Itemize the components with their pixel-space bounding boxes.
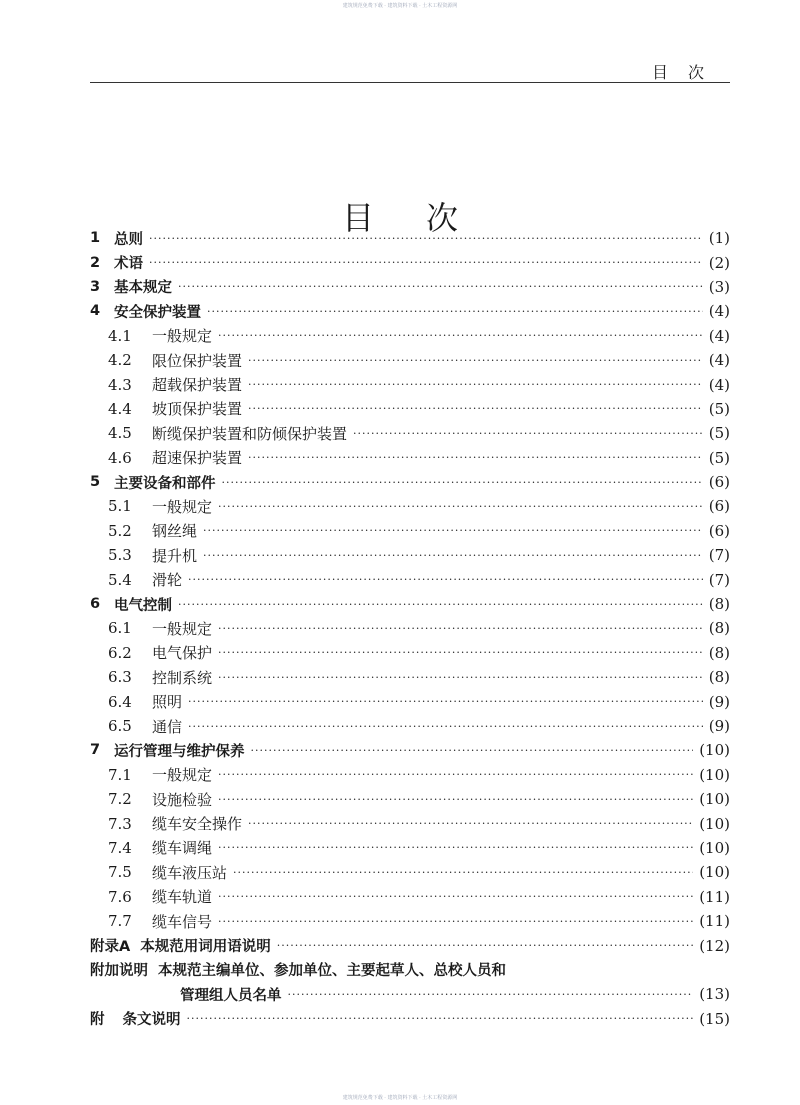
toc-entry[interactable] [90,616,730,640]
dot-leader [203,524,703,537]
toc-entry[interactable] [90,397,730,421]
dot-leader [188,720,703,733]
toc-title: 提升机 [152,546,198,565]
toc-number: 7.2 [108,790,132,809]
toc-number: 6.2 [108,643,132,662]
toc-title: 滑轮 [152,571,183,590]
toc-page: (4) [708,351,730,370]
toc-number: 5.1 [108,497,132,516]
toc-page: (5) [708,448,730,467]
toc-entry[interactable] [90,763,730,787]
toc-entry[interactable] [90,226,730,250]
dot-leader [218,622,703,635]
toc-entry[interactable] [90,519,730,543]
toc-entry[interactable] [90,665,730,689]
toc-number: 7.1 [108,765,132,784]
dot-leader [207,305,703,318]
toc-entry[interactable] [90,324,730,348]
toc-entry[interactable] [90,860,730,884]
toc-title: 缆车轨道 [152,888,213,907]
toc-entry-attached[interactable] [90,1007,730,1031]
toc-title: 超速保护装置 [152,449,243,468]
toc-entry[interactable] [90,567,730,591]
toc-page: (4) [708,326,730,345]
toc-entry-additional-cont[interactable] [90,982,730,1006]
toc-title: 设施检验 [152,790,213,809]
toc-number: 7.3 [108,814,132,833]
toc-entry[interactable] [90,689,730,713]
toc-entry[interactable] [90,641,730,665]
toc-number: 附 [90,1012,105,1029]
dot-leader [218,915,693,928]
dot-leader [222,476,703,489]
toc-number: 1 [90,230,101,247]
toc-entry[interactable] [90,372,730,396]
toc-entry[interactable] [90,909,730,933]
toc-number: 5.4 [108,570,132,589]
toc-page: (10) [699,838,730,857]
dot-leader [288,988,694,1001]
toc-title: 断缆保护装置和防倾保护装置 [152,424,348,443]
header-rule [90,82,730,83]
toc-entry[interactable] [90,446,730,470]
toc-title: 本规范主编单位、参加单位、主要起草人、总校人员和 [158,963,506,980]
toc-title: 条文说明 [122,1012,181,1029]
toc-entry[interactable] [90,299,730,323]
toc-number: 5 [90,474,101,491]
toc-number: 6.5 [108,717,132,735]
toc-number: 7 [90,742,101,759]
dot-leader [248,378,703,391]
toc-page: (10) [699,814,730,833]
toc-title: 照明 [152,693,183,712]
toc-number: 6.1 [108,619,132,638]
toc-entry[interactable] [90,787,730,811]
toc-number: 2 [90,254,101,271]
dot-leader [233,866,693,879]
toc-number: 4.5 [108,424,132,443]
toc-entry[interactable] [90,836,730,860]
dot-leader [188,695,703,708]
toc-page: (1) [708,229,730,248]
toc-page: (11) [699,887,730,906]
toc-title: 电气保护 [152,644,213,663]
toc-entry[interactable] [90,811,730,835]
toc-title: 运行管理与维护保养 [114,743,245,760]
dot-leader [248,451,703,464]
toc-title: 一般规定 [152,497,213,516]
dot-leader [218,793,693,806]
running-head: 目次 [651,63,724,82]
dot-leader [218,329,703,342]
toc-page: (13) [699,985,730,1004]
dot-leader [248,402,703,415]
dot-leader [178,598,703,611]
toc-title: 缆车调绳 [152,839,213,858]
toc-page: (8) [708,619,730,638]
toc-entry[interactable] [90,348,730,372]
toc-page: (3) [708,277,730,296]
table-of-contents [90,226,730,1031]
toc-page: (4) [708,302,730,321]
toc-number: 4.1 [108,326,132,345]
dot-leader [149,256,703,269]
toc-title: 钢丝绳 [152,522,198,541]
toc-title: 超载保护装置 [152,376,243,395]
toc-page: (9) [708,717,730,735]
toc-number: 4.4 [108,399,132,418]
toc-number: 5.2 [108,521,132,540]
toc-title: 一般规定 [152,327,213,346]
toc-title: 主要设备和部件 [114,475,216,492]
dot-leader [251,744,694,757]
toc-page: (11) [699,912,730,931]
toc-number: 6.3 [108,668,132,687]
toc-number: 6.4 [108,692,132,711]
toc-title: 一般规定 [152,619,213,638]
toc-entry[interactable] [90,250,730,274]
toc-entry-appendix-a[interactable] [90,933,730,957]
dot-leader [248,354,703,367]
toc-page: (7) [708,570,730,589]
toc-entry-additional[interactable] [90,958,730,982]
toc-title: 坡顶保护装置 [152,400,243,419]
toc-page: (10) [699,765,730,784]
toc-title: 总则 [114,231,143,248]
toc-entry[interactable] [90,738,730,762]
dot-leader [187,1012,694,1025]
toc-page: (7) [708,546,730,565]
toc-page: (6) [708,473,730,492]
toc-number: 7.5 [108,863,132,882]
toc-page: (10) [699,741,730,760]
toc-page: (10) [699,863,730,882]
toc-number: 附录A [90,939,131,956]
toc-entry[interactable] [90,470,730,494]
page-title: 目次 [341,199,510,238]
dot-leader [218,671,703,684]
dot-leader [178,280,703,293]
toc-title: 基本规定 [114,280,172,297]
toc-title: 一般规定 [152,766,213,785]
toc-page: (8) [708,643,730,662]
toc-page: (8) [708,595,730,614]
toc-number: 4 [90,303,101,320]
toc-title: 缆车安全操作 [152,815,243,834]
toc-number: 附加说明 [90,963,148,980]
toc-title: 限位保护装置 [152,351,243,370]
toc-entry[interactable] [90,421,730,445]
toc-number: 3 [90,278,101,295]
toc-page: (8) [708,668,730,687]
watermark-bottom: 建筑规范免费下载 · 建筑资料下载 · 土木工程资源网 [342,1095,458,1101]
toc-title: 通信 [152,717,183,736]
dot-leader [218,646,703,659]
toc-title: 缆车信号 [152,912,213,931]
toc-number: 4.6 [108,448,132,467]
toc-page: (5) [708,424,730,443]
toc-number: 7.4 [108,838,132,857]
toc-page: (15) [699,1009,730,1028]
toc-number: 7.6 [108,887,132,906]
toc-page: (10) [699,790,730,809]
dot-leader [218,841,693,854]
toc-number: 6 [90,596,101,613]
toc-number: 5.3 [108,546,132,565]
dot-leader [353,427,703,440]
toc-title-continued: 管理组人员名单 [180,987,282,1004]
toc-entry[interactable] [90,885,730,909]
toc-title: 控制系统 [152,668,213,687]
toc-page: (2) [708,253,730,272]
toc-page: (6) [708,497,730,516]
toc-page: (12) [699,936,730,955]
dot-leader [218,500,703,513]
toc-entry[interactable] [90,714,730,738]
toc-entry[interactable] [90,275,730,299]
toc-title: 电气控制 [114,597,172,614]
dot-leader [218,890,693,903]
toc-title: 缆车液压站 [152,863,228,882]
toc-number: 7.7 [108,912,132,931]
watermark-top: 建筑规范免费下载 · 建筑资料下载 · 土木工程资源网 [342,3,458,9]
toc-page: (9) [708,692,730,711]
toc-entry[interactable] [90,494,730,518]
toc-title: 术语 [114,256,143,273]
toc-page: (5) [708,399,730,418]
toc-page: (4) [708,375,730,394]
toc-entry[interactable] [90,543,730,567]
dot-leader [277,939,693,952]
toc-number: 4.2 [108,351,132,370]
dot-leader [149,232,703,245]
toc-title: 安全保护装置 [114,304,201,321]
dot-leader [203,549,703,562]
toc-number: 4.3 [108,375,132,394]
toc-entry[interactable] [90,592,730,616]
dot-leader [188,573,703,586]
dot-leader [218,768,693,781]
toc-page: (6) [708,521,730,540]
dot-leader [248,817,693,830]
toc-title: 本规范用词用语说明 [140,939,271,956]
